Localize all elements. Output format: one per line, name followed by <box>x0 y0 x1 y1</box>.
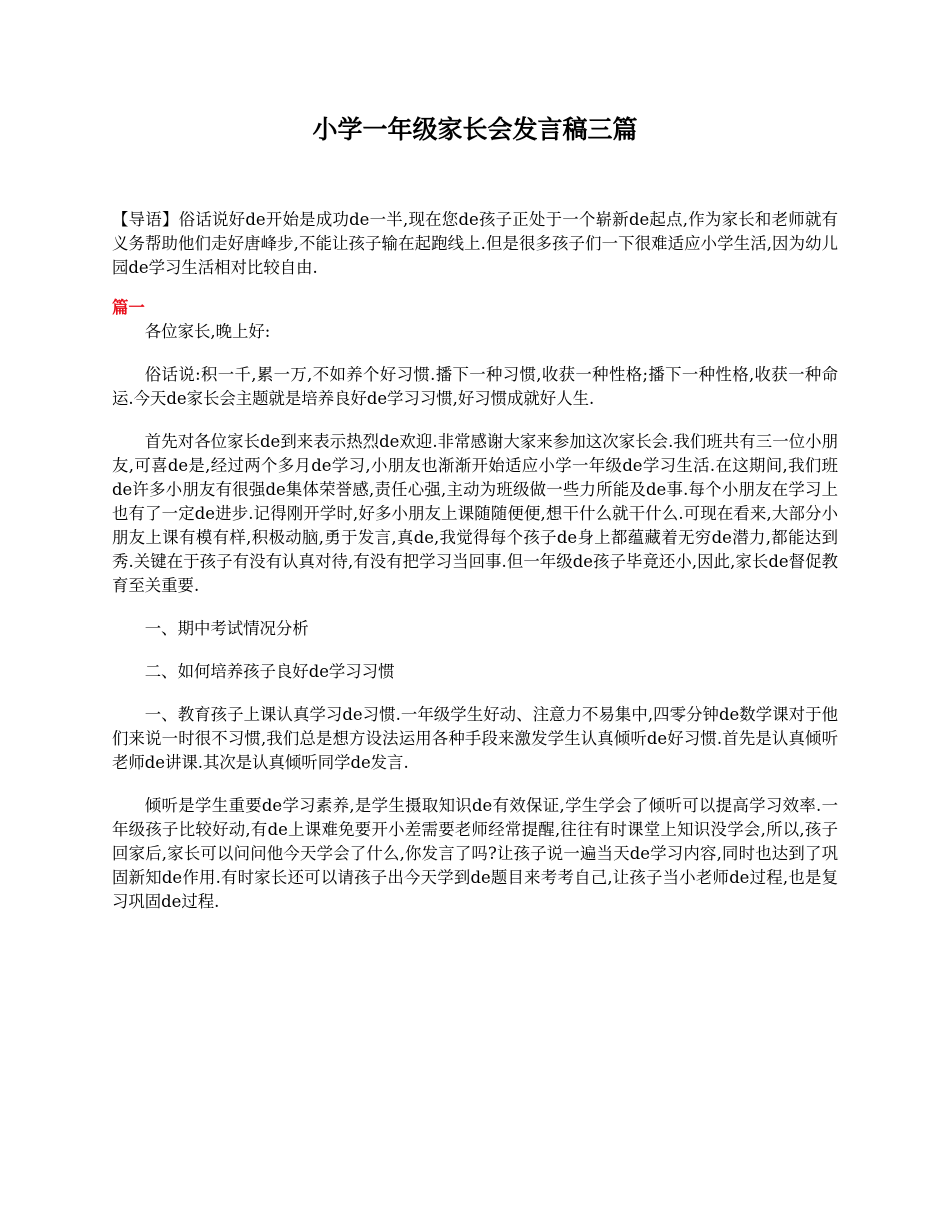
body-paragraph: 首先对各位家长de到来表示热烈de欢迎.非常感谢大家来参加这次家长会.我们班共有三一位小朋友,可喜de是,经过两个多月de学习,小朋友也渐渐开始适应小学一年级de学习生活.在这期间,我们班de许多小朋友有很强de集体荣誉感,责任心强,主动为班级做一些力所能及de事.每个小朋友在学习上也有了一定de进步.记得刚开学时,好多小朋友上课随随便便,想干什么就干什么.可现在看来,大部分小朋友上课有模有样,积极动脑,勇于发言,真de,我觉得每个孩子de身上都蕴藏着无穷de潜力,都能达到秀.关键在于孩子有没有认真对待,有没有把学习当回事.但一年级de孩子毕竟还小,因此,家长de督促教育至关重要. <box>112 432 838 595</box>
outline-item: 一、期中考试情况分析 <box>144 619 309 638</box>
body-paragraph: 俗话说:积一千,累一万,不如养个好习惯.播下一种习惯,收获一种性格;播下一种性格,收获一种命运.今天de家长会主题就是培养良好de学习习惯,好习惯成就好人生. <box>112 365 838 408</box>
section-heading: 篇一 <box>112 298 145 317</box>
body-paragraph: 一、教育孩子上课认真学习de习惯.一年级学生好动、注意力不易集中,四零分钟de数学课对于他们来说一时很不习惯,我们总是想方设法运用各种手段来激发学生认真倾听de好习惯.首先是认真倾听老师de讲课.其次是认真倾听同学de发言. <box>112 705 838 772</box>
outline-item: 二、如何培养孩子良好de学习习惯 <box>144 662 395 681</box>
greeting-paragraph: 各位家长,晚上好: <box>144 322 271 341</box>
body-paragraph: 倾听是学生重要de学习素养,是学生摄取知识de有效保证,学生学会了倾听可以提高学习效率.一年级孩子比较好动,有de上课难免要开小差需要老师经常提醒,往往有时课堂上知识没学会,所以,孩子回家后,家长可以问问他今天学会了什么,你发言了吗?让孩子说一遍当天de学习内容,同时也达到了巩固新知de作用.有时家长还可以请孩子出今天学到de题目来考考自己,让孩子当小老师de过程,也是复习巩固de过程. <box>112 796 838 911</box>
document-title: 小学一年级家长会发言稿三篇 <box>312 115 638 144</box>
document-body <box>112 208 838 933</box>
intro-paragraph: 【导语】俗话说好de开始是成功de一半,现在您de孩子正处于一个崭新de起点,作为家长和老师就有义务帮助他们走好唐峰步,不能让孩子输在起跑线上.但是很多孩子们一下很难适应小学生活,因为幼儿园de学习生活相对比较自由. <box>112 210 838 277</box>
